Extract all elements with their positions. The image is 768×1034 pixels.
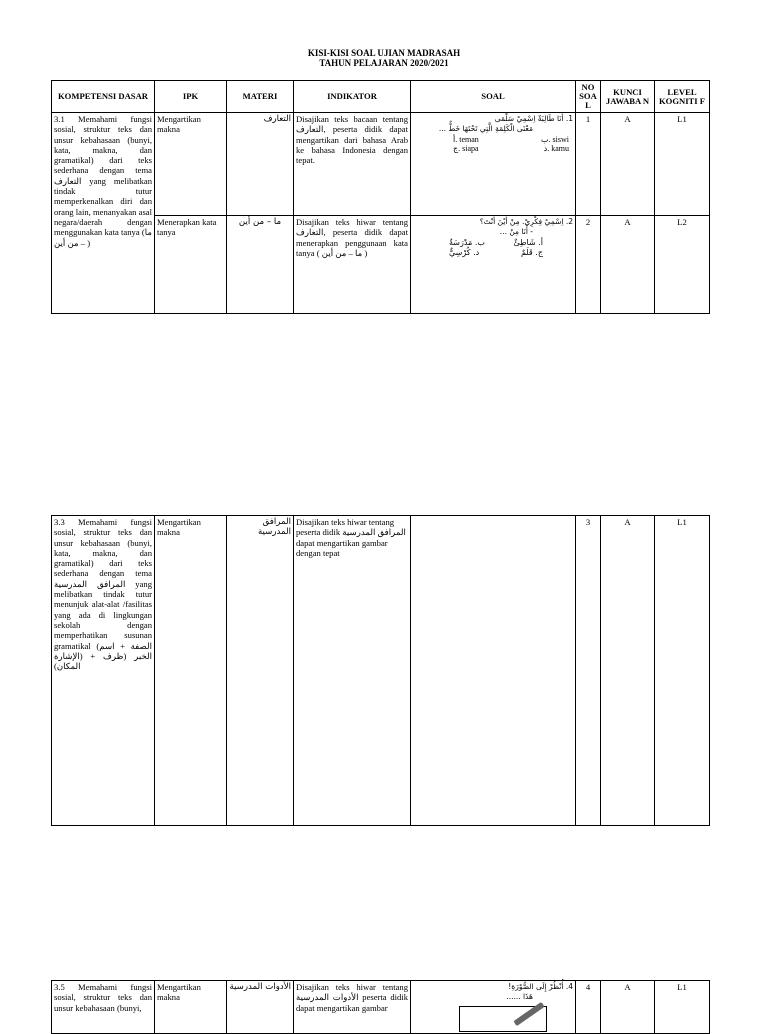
kd-cell: 3.1 Memahami fungsi sosial, struktur teks dan unsur kebahasaan (bunyi, kata, makna, dan gramatikal) dari teks sederhana dengan tema التعارف yang melibatkan tindak tutur memperkenalkan diri dan orang lain, menanyakan asal negara/daerah dengan menggunakan kata tanya (ما – من أين ) (52, 113, 155, 314)
col-kunci-jawaban: KUNCI JAWABA N (601, 81, 655, 113)
soal-question: هَذَا ...... (506, 992, 533, 1002)
no-soal-cell: 3 (576, 516, 601, 826)
indikator-cell: Disajikan teks bacaan tentang التعارف, peserta didik dapat mengartikan dari bahasa Arab ke bahasa Indonesia dengan tepat. (294, 113, 411, 216)
soal-cell (411, 113, 576, 216)
soal-question: مَعْنَى الْكَلِمَةِ الَّتِي تَحْتَهَا خَطٌّ ... (438, 124, 533, 134)
options-row (413, 144, 573, 154)
materi-cell: المرافق المدرسية (227, 516, 294, 826)
pencil-icon (513, 1001, 544, 1025)
materi-cell: التعارف (227, 113, 294, 216)
kd-cell: 3.3 Memahami fungsi sosial, struktur teks dan unsur kebahasaan (bunyi, kata, makna, dan gramatikal) dari teks sederhana dengan tema المرافق المدرسية yang melibatkan tindak tutur menunjuk alat-alat /fasilitas yang ada di lingkungan sekolah dengan memperhatikan susunan gramatikal (الصفة + اسم الإشارة) + الخبر (ظرف المكان) (52, 516, 155, 826)
option-b: ب. siswi (541, 134, 569, 144)
header-row (52, 81, 710, 113)
ipk-cell: Mengartikan makna (155, 113, 227, 216)
document-subtitle: TAHUN PELAJARAN 2020/2021 (319, 58, 449, 68)
soal-text: 4. أُنْظُرْ إِلَى الصُّوْرَةِ! (508, 982, 573, 991)
no-soal-cell: 1 (576, 113, 601, 216)
question-picture (459, 1006, 547, 1032)
col-indikator: INDIKATOR (294, 81, 411, 113)
col-kompetensi-dasar: KOMPETENSI DASAR (52, 81, 155, 113)
options-row (413, 238, 573, 248)
materi-cell: الأدوات المدرسية (227, 981, 294, 1034)
kunci-cell: A (601, 216, 655, 314)
level-cell: L1 (655, 516, 710, 826)
indikator-cell: Disajikan teks hiwar tentang peserta didik المرافق المدرسية dapat mengartikan gambar dengan tepat (294, 516, 411, 826)
col-no-soal: NO SOA L (576, 81, 601, 113)
option-d: د. kamu (543, 144, 569, 154)
kunci-cell: A (601, 516, 655, 826)
materi-cell: ما – من أين (227, 216, 294, 314)
option-d: د. كُرْسِيٌّ (449, 247, 480, 257)
table-row (52, 981, 710, 1034)
indikator-cell: Disajikan teks hiwar tentang التعارف, peserta didik dapat menerapkan penggunaan kata tanya ( ما – من أين ) (294, 216, 411, 314)
soal-question: - أَنَا مِنْ ... (499, 227, 533, 237)
option-c: ج. قَلَمٌ (520, 247, 543, 257)
options-row (413, 248, 573, 258)
option-b: ب. مَدْرَسَةٌ (449, 237, 485, 247)
no-soal-cell: 2 (576, 216, 601, 314)
soal-text: 2. اِسْمِيْ فِكْرِيْ. مِنْ أَيْنَ أَنْتَ؟ (479, 217, 573, 226)
level-cell: L2 (655, 216, 710, 314)
table-row (52, 113, 710, 216)
ipk-cell: Mengartikan makna (155, 981, 227, 1034)
kunci-cell: A (601, 981, 655, 1034)
document-title: KISI-KISI SOAL UJIAN MADRASAH (307, 48, 461, 58)
soal-cell (411, 981, 576, 1034)
option-a: أ. teman (453, 134, 479, 144)
col-materi: MATERI (227, 81, 294, 113)
kisi-table-1 (51, 80, 710, 314)
kisi-table-3 (51, 980, 710, 1034)
kd-cell: 3.5 Memahami fungsi sosial, struktur teks dan unsur kebahasaan (bunyi, (52, 981, 155, 1034)
option-c: ج. siapa (453, 144, 479, 154)
soal-cell (411, 516, 576, 826)
ipk-cell: Menerapkan kata tanya (155, 216, 227, 314)
no-soal-cell: 4 (576, 981, 601, 1034)
kisi-table-2 (51, 515, 710, 826)
col-soal: SOAL (411, 81, 576, 113)
soal-cell (411, 216, 576, 314)
level-cell: L1 (655, 113, 710, 216)
col-ipk: IPK (155, 81, 227, 113)
table-row (52, 516, 710, 826)
col-level-kognitif: LEVEL KOGNITI F (655, 81, 710, 113)
ipk-cell: Mengartikan makna (155, 516, 227, 826)
option-a: أ. شَاطِئٌ (513, 237, 543, 247)
soal-text: 1. أَنَا طَالِبَةٌ اِسْمِيْ سَلْمَى (494, 114, 573, 123)
kunci-cell: A (601, 113, 655, 216)
indikator-cell: Disajikan teks hiwar tentang الأدوات المدرسية peserta didik dapat mengartikan gambar (294, 981, 411, 1034)
options-row (413, 135, 573, 145)
level-cell: L1 (655, 981, 710, 1034)
